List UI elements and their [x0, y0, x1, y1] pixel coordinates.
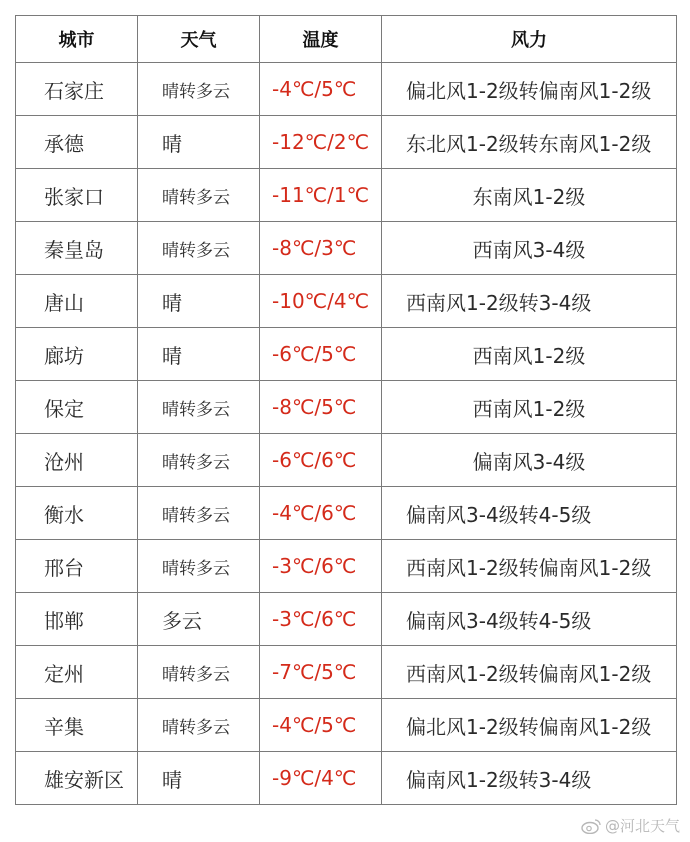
city-cell: 雄安新区 — [16, 752, 138, 805]
weather-cell: 晴转多云 — [138, 699, 260, 752]
table-row — [16, 222, 677, 275]
weather-cell: 多云 — [138, 593, 260, 646]
wind-cell: 西南风1-2级转3-4级 — [382, 275, 677, 328]
table-row — [16, 752, 677, 805]
temperature-cell: -6℃/6℃ — [260, 434, 382, 487]
temperature-cell: -3℃/6℃ — [260, 593, 382, 646]
city-cell: 衡水 — [16, 487, 138, 540]
weather-cell: 晴转多云 — [138, 540, 260, 593]
table-row — [16, 63, 677, 116]
table-row — [16, 116, 677, 169]
temperature-cell: -11℃/1℃ — [260, 169, 382, 222]
weather-cell: 晴 — [138, 328, 260, 381]
weather-cell: 晴转多云 — [138, 646, 260, 699]
table-row — [16, 487, 677, 540]
weather-cell: 晴转多云 — [138, 487, 260, 540]
city-cell: 廊坊 — [16, 328, 138, 381]
city-cell: 沧州 — [16, 434, 138, 487]
weather-cell: 晴转多云 — [138, 222, 260, 275]
table-row — [16, 646, 677, 699]
city-cell: 定州 — [16, 646, 138, 699]
table-header-row — [16, 16, 677, 63]
weather-cell: 晴 — [138, 116, 260, 169]
weather-cell: 晴转多云 — [138, 169, 260, 222]
table-row — [16, 381, 677, 434]
wind-cell: 东北风1-2级转东南风1-2级 — [382, 116, 677, 169]
city-cell: 邢台 — [16, 540, 138, 593]
table-row — [16, 593, 677, 646]
table-row — [16, 169, 677, 222]
wind-cell: 偏北风1-2级转偏南风1-2级 — [382, 699, 677, 752]
temperature-cell: -9℃/4℃ — [260, 752, 382, 805]
city-cell: 秦皇岛 — [16, 222, 138, 275]
temperature-cell: -3℃/6℃ — [260, 540, 382, 593]
temperature-cell: -10℃/4℃ — [260, 275, 382, 328]
weather-cell: 晴 — [138, 752, 260, 805]
temperature-cell: -7℃/5℃ — [260, 646, 382, 699]
city-cell: 承德 — [16, 116, 138, 169]
header-wind: 风力 — [382, 16, 677, 63]
wind-cell: 偏南风3-4级转4-5级 — [382, 487, 677, 540]
forecast-table-container — [15, 15, 676, 805]
watermark-text: @河北天气 — [604, 817, 680, 835]
city-cell: 邯郸 — [16, 593, 138, 646]
wind-cell: 西南风1-2级 — [382, 328, 677, 381]
weather-cell: 晴 — [138, 275, 260, 328]
city-cell: 保定 — [16, 381, 138, 434]
weather-cell: 晴转多云 — [138, 381, 260, 434]
temperature-cell: -4℃/5℃ — [260, 63, 382, 116]
table-row — [16, 540, 677, 593]
header-city: 城市 — [16, 16, 138, 63]
city-cell: 石家庄 — [16, 63, 138, 116]
weibo-icon — [581, 818, 601, 834]
watermark — [581, 815, 680, 836]
wind-cell: 东南风1-2级 — [382, 169, 677, 222]
wind-cell: 西南风1-2级转偏南风1-2级 — [382, 646, 677, 699]
wind-cell: 偏南风1-2级转3-4级 — [382, 752, 677, 805]
weather-cell: 晴转多云 — [138, 434, 260, 487]
wind-cell: 西南风1-2级 — [382, 381, 677, 434]
weather-cell: 晴转多云 — [138, 63, 260, 116]
weather-forecast-table — [15, 15, 677, 805]
table-row — [16, 699, 677, 752]
temperature-cell: -4℃/5℃ — [260, 699, 382, 752]
header-weather: 天气 — [138, 16, 260, 63]
city-cell: 张家口 — [16, 169, 138, 222]
temperature-cell: -12℃/2℃ — [260, 116, 382, 169]
temperature-cell: -4℃/6℃ — [260, 487, 382, 540]
table-row — [16, 434, 677, 487]
table-row — [16, 328, 677, 381]
city-cell: 唐山 — [16, 275, 138, 328]
wind-cell: 西南风3-4级 — [382, 222, 677, 275]
header-temperature: 温度 — [260, 16, 382, 63]
wind-cell: 西南风1-2级转偏南风1-2级 — [382, 540, 677, 593]
temperature-cell: -6℃/5℃ — [260, 328, 382, 381]
temperature-cell: -8℃/3℃ — [260, 222, 382, 275]
wind-cell: 偏北风1-2级转偏南风1-2级 — [382, 63, 677, 116]
table-row — [16, 275, 677, 328]
wind-cell: 偏南风3-4级转4-5级 — [382, 593, 677, 646]
wind-cell: 偏南风3-4级 — [382, 434, 677, 487]
table-body — [16, 63, 677, 805]
temperature-cell: -8℃/5℃ — [260, 381, 382, 434]
city-cell: 辛集 — [16, 699, 138, 752]
